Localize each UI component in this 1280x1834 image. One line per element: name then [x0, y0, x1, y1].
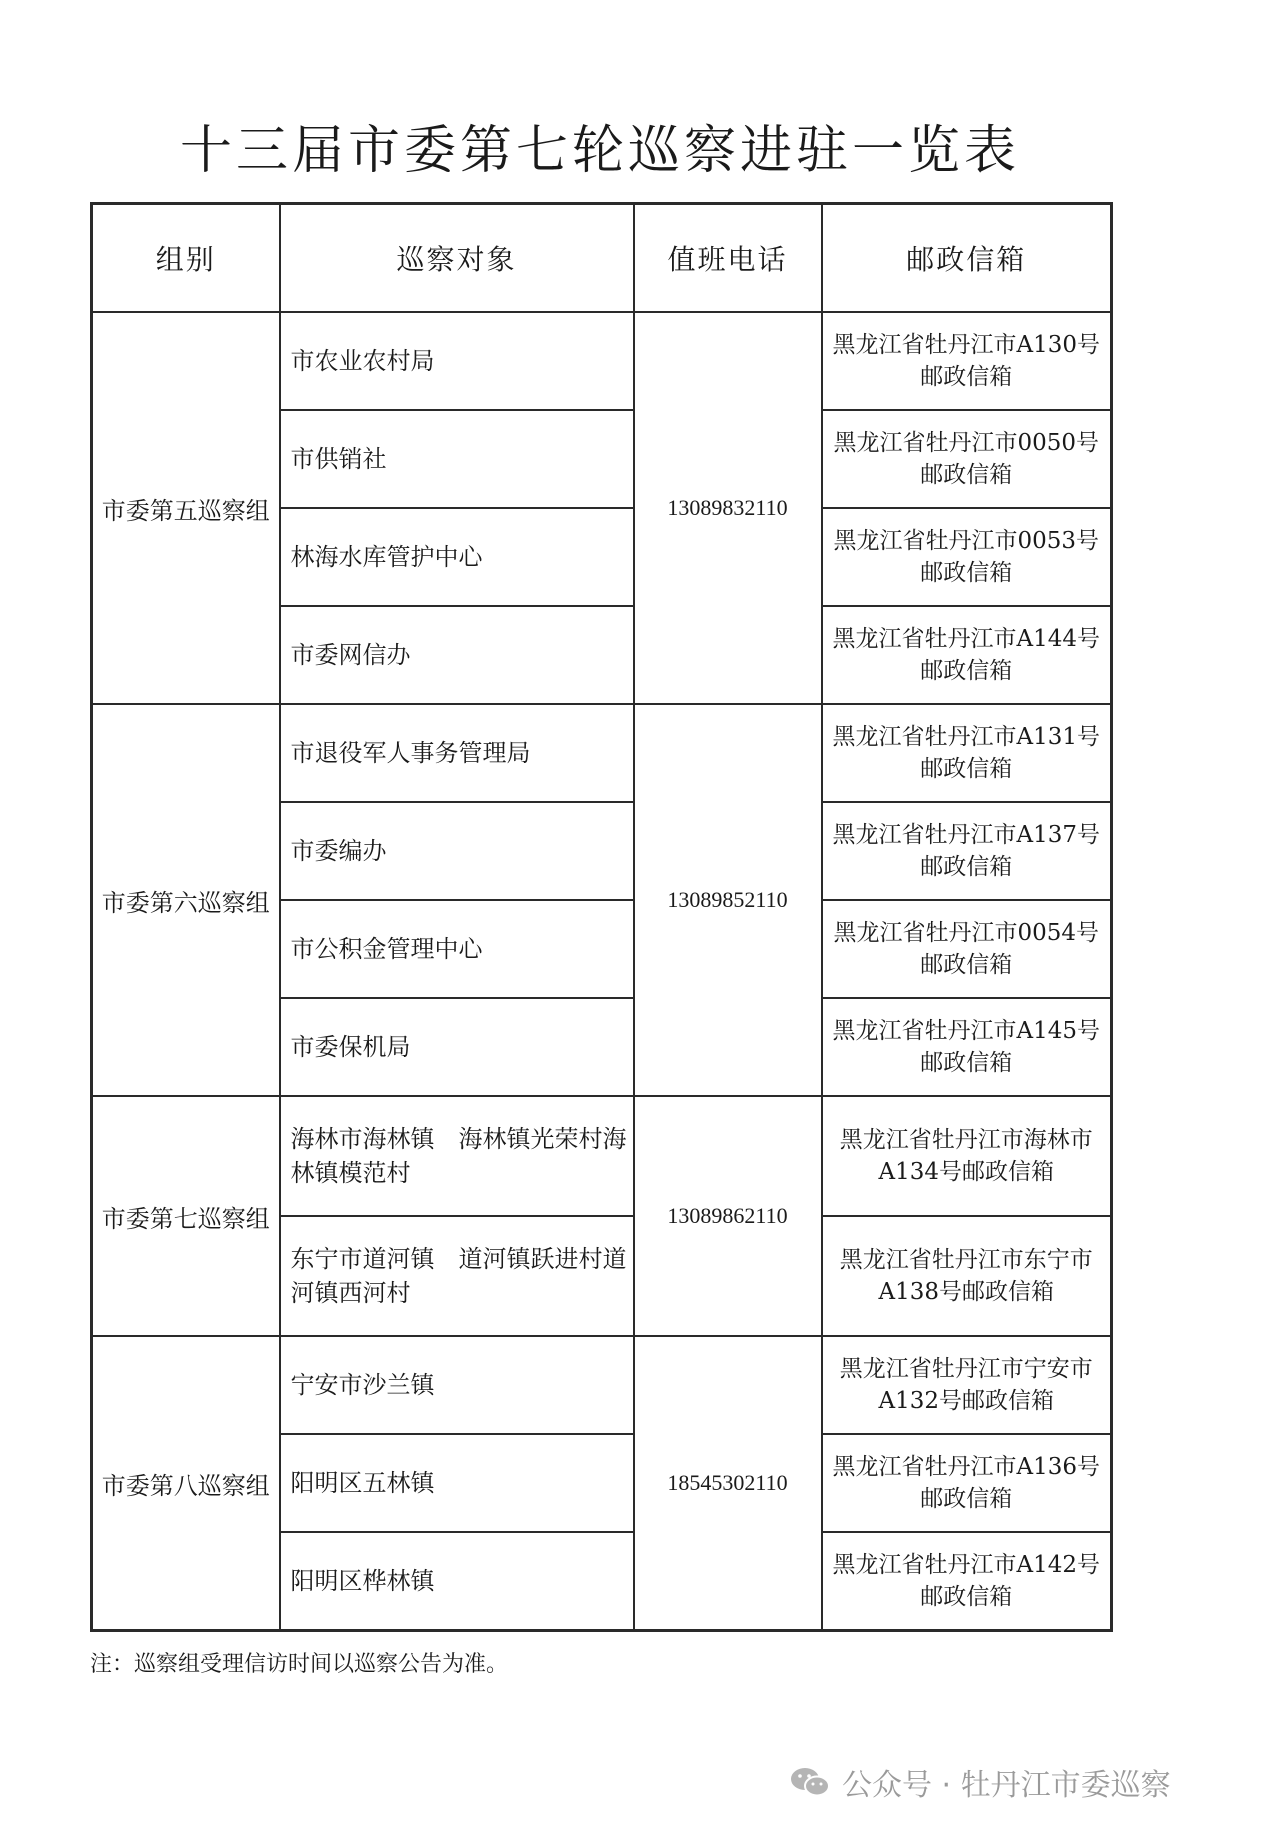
phone-cell: 13089852110 — [634, 704, 822, 1096]
target-cell: 市农业农村局 — [280, 312, 634, 410]
table-header-row — [92, 204, 1112, 313]
mailbox-cell: 黑龙江省牡丹江市0054号邮政信箱 — [822, 900, 1112, 998]
target-cell: 海林市海林镇 海林镇光荣村海林镇模范村 — [280, 1096, 634, 1216]
group-name: 市委第七巡察组 — [92, 1096, 280, 1336]
mailbox-cell: 黑龙江省牡丹江市A131号邮政信箱 — [822, 704, 1112, 802]
mailbox-cell: 黑龙江省牡丹江市0050号邮政信箱 — [822, 410, 1112, 508]
target-cell: 市委网信办 — [280, 606, 634, 704]
mailbox-cell: 黑龙江省牡丹江市A142号邮政信箱 — [822, 1532, 1112, 1631]
watermark — [790, 1760, 1171, 1804]
phone-cell: 18545302110 — [634, 1336, 822, 1631]
target-cell: 市退役军人事务管理局 — [280, 704, 634, 802]
footnote: 注：巡察组受理信访时间以巡察公告为准。 — [90, 1652, 509, 1677]
target-cell: 市委编办 — [280, 802, 634, 900]
page-title: 十三届市委第七轮巡察进驻一览表 — [179, 121, 1020, 181]
header-mailbox: 邮政信箱 — [822, 204, 1112, 313]
mailbox-cell: 黑龙江省牡丹江市A130号邮政信箱 — [822, 312, 1112, 410]
table-row — [92, 704, 1112, 802]
table-row — [92, 1096, 1112, 1216]
target-cell: 阳明区五林镇 — [280, 1434, 634, 1532]
target-cell: 市公积金管理中心 — [280, 900, 634, 998]
mailbox-cell: 黑龙江省牡丹江市A136号邮政信箱 — [822, 1434, 1112, 1532]
mailbox-cell: 黑龙江省牡丹江市东宁市A138号邮政信箱 — [822, 1216, 1112, 1336]
header-group: 组别 — [92, 204, 280, 313]
target-cell: 林海水库管护中心 — [280, 508, 634, 606]
header-phone: 值班电话 — [634, 204, 822, 313]
target-cell: 市委保机局 — [280, 998, 634, 1096]
group-name: 市委第六巡察组 — [92, 704, 280, 1096]
target-cell: 东宁市道河镇 道河镇跃进村道河镇西河村 — [280, 1216, 634, 1336]
group-name: 市委第五巡察组 — [92, 312, 280, 704]
watermark-text: 公众号 · 牡丹江市委巡察 — [842, 1768, 1171, 1803]
group-name: 市委第八巡察组 — [92, 1336, 280, 1631]
table-row — [92, 1336, 1112, 1434]
mailbox-cell: 黑龙江省牡丹江市A145号邮政信箱 — [822, 998, 1112, 1096]
header-target: 巡察对象 — [280, 204, 634, 313]
phone-cell: 13089862110 — [634, 1096, 822, 1336]
mailbox-cell: 黑龙江省牡丹江市宁安市A132号邮政信箱 — [822, 1336, 1112, 1434]
target-cell: 宁安市沙兰镇 — [280, 1336, 634, 1434]
phone-cell: 13089832110 — [634, 312, 822, 704]
mailbox-cell: 黑龙江省牡丹江市A137号邮政信箱 — [822, 802, 1112, 900]
target-cell: 市供销社 — [280, 410, 634, 508]
patrol-table — [90, 202, 1113, 1632]
target-cell: 阳明区桦林镇 — [280, 1532, 634, 1631]
mailbox-cell: 黑龙江省牡丹江市海林市A134号邮政信箱 — [822, 1096, 1112, 1216]
mailbox-cell: 黑龙江省牡丹江市A144号邮政信箱 — [822, 606, 1112, 704]
wechat-icon — [790, 1765, 830, 1799]
mailbox-cell: 黑龙江省牡丹江市0053号邮政信箱 — [822, 508, 1112, 606]
table-row — [92, 312, 1112, 410]
